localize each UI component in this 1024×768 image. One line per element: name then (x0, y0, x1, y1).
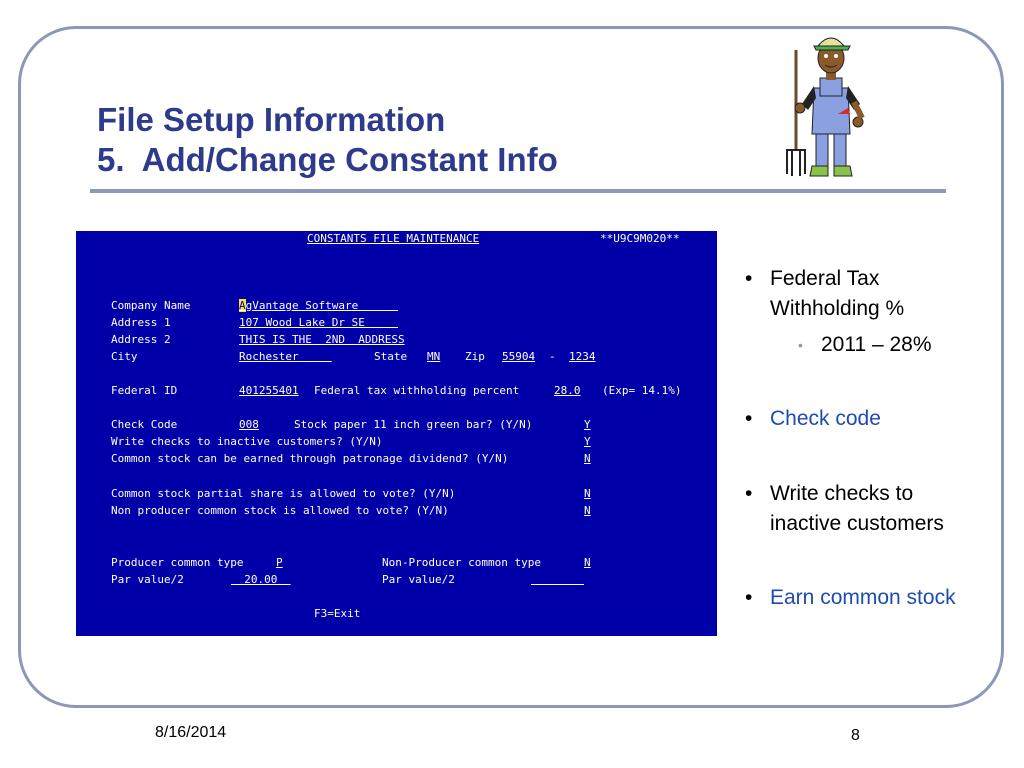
fed-tax-field[interactable]: 28.0 (554, 384, 581, 397)
title-divider (90, 189, 946, 193)
producer-type-field[interactable]: P (276, 556, 283, 569)
non-producer-type-field[interactable]: N (584, 556, 591, 569)
write-checks-field[interactable]: Y (584, 435, 591, 448)
check-code-field[interactable]: 008 (239, 418, 259, 431)
zip-field[interactable]: 55904 (502, 350, 536, 363)
address2-label: Address 2 (111, 333, 171, 346)
company-name-label: Company Name (111, 299, 191, 312)
bullet-dot-icon: • (745, 407, 753, 430)
write-checks-label: Write checks to inactive customers? (Y/N) (111, 435, 383, 448)
state-field[interactable]: MN (427, 350, 441, 363)
company-name-value: gVantage Software (245, 299, 398, 312)
company-name-field[interactable] (239, 299, 398, 312)
stock-paper-label: Stock paper 11 inch green bar? (Y/N) (294, 418, 533, 431)
non-producer-vote-label: Non producer common stock is allowed to vote? (Y/N) (111, 504, 449, 517)
stock-paper-field[interactable]: Y (584, 418, 591, 431)
federal-id-field[interactable]: 401255401 (239, 384, 299, 397)
sub-bullet-dot-icon: • (798, 337, 803, 353)
producer-type-label: Producer common type (111, 556, 244, 569)
bullet-dot-icon: • (745, 586, 753, 609)
text-cursor: A (239, 299, 246, 312)
zip-dash: - (549, 350, 556, 363)
par-value-label: Par value/2 (111, 573, 184, 586)
farmer-clipart-icon (778, 22, 878, 182)
zip-label: Zip (465, 350, 485, 363)
partial-share-label: Common stock partial share is allowed to vote? (Y/N) (111, 487, 456, 500)
par-value-2-label: Par value/2 (382, 573, 455, 586)
program-id: **U9C9M020** (600, 232, 680, 245)
par-value-2-field[interactable] (531, 573, 584, 586)
city-label: City (111, 350, 138, 363)
address2-field[interactable]: THIS IS THE 2ND ADDRESS (239, 333, 405, 346)
slide-title (97, 100, 558, 180)
common-stock-label: Common stock can be earned through patronage dividend? (Y/N) (111, 452, 509, 465)
city-field[interactable]: Rochester (239, 350, 332, 363)
partial-share-field[interactable]: N (584, 487, 591, 500)
check-code-label: Check Code (111, 418, 178, 431)
footer-date: 8/16/2014 (155, 724, 227, 741)
fed-tax-exp: (Exp= 14.1%) (602, 384, 682, 397)
bullet-dot-icon: • (745, 482, 753, 505)
non-producer-type-label: Non-Producer common type (382, 556, 541, 569)
terminal-screen[interactable] (76, 231, 717, 636)
title-line-1: File Setup Information (97, 101, 446, 138)
zip-ext-field[interactable]: 1234 (569, 350, 596, 363)
non-producer-vote-field[interactable]: N (584, 504, 591, 517)
federal-id-label: Federal ID (111, 384, 178, 397)
common-stock-field[interactable]: N (584, 452, 591, 465)
bullet-dot-icon: • (745, 267, 753, 290)
screen-header: CONSTANTS FILE MAINTENANCE (307, 232, 480, 245)
page-number: 8 (851, 727, 860, 744)
fed-tax-label: Federal tax withholding percent (314, 384, 520, 397)
title-line-2: 5. Add/Change Constant Info (97, 141, 558, 178)
address1-label: Address 1 (111, 316, 171, 329)
exit-key[interactable]: F3=Exit (314, 607, 361, 620)
state-label: State (374, 350, 408, 363)
par-value-field[interactable]: 20.00 (231, 573, 291, 586)
address1-field[interactable]: 107 Wood Lake Dr SE (239, 316, 398, 329)
